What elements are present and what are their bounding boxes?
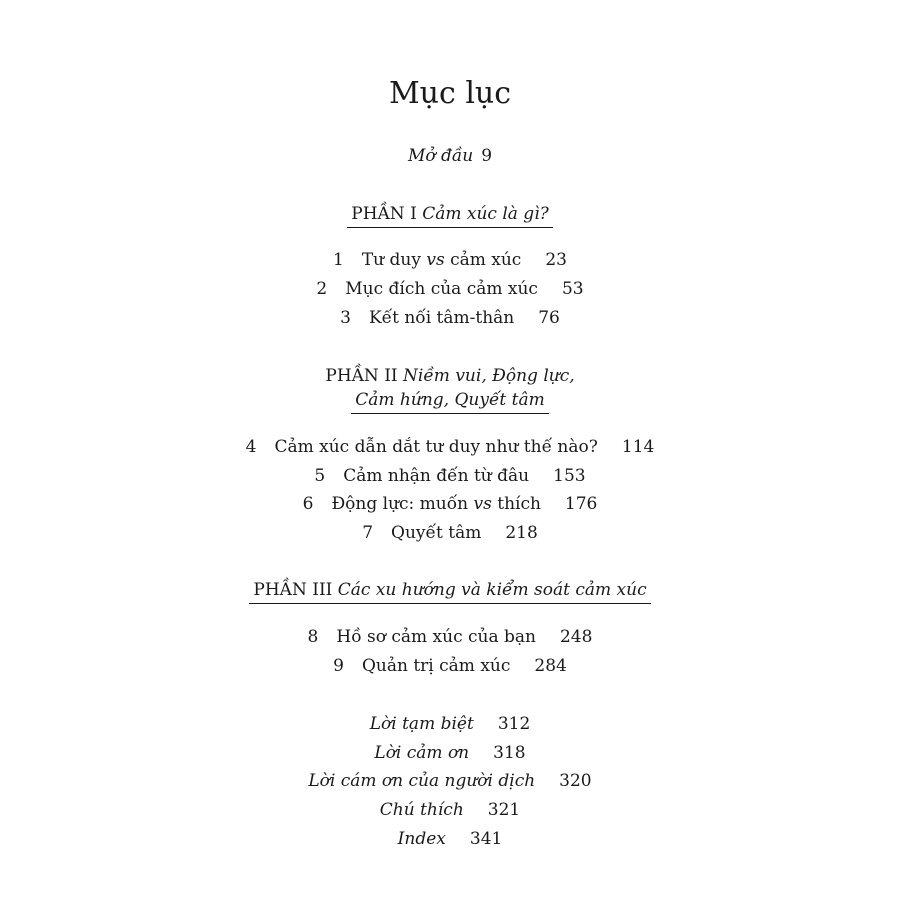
entry-label: Mở đầu	[407, 146, 474, 166]
chapter-title-start: Tư duy	[361, 250, 427, 270]
entry-page: 9	[481, 146, 493, 166]
chapter-title: Cảm nhận đến từ đâu	[343, 466, 530, 486]
toc-entry-chapter	[0, 464, 900, 488]
chapter-title-vs: vs	[473, 494, 492, 514]
chapter-title: Cảm xúc dẫn dắt tư duy như thế nào?	[274, 437, 598, 457]
toc-entry-chapter	[0, 625, 900, 649]
entry-label: Index	[397, 829, 446, 849]
entry-page: 341	[469, 829, 503, 849]
toc-entry-chapter	[0, 306, 900, 330]
chapter-title-vs: vs	[426, 250, 445, 270]
toc-entry-chapter	[0, 492, 900, 516]
chapter-title-start: Động lực: muốn	[331, 494, 474, 514]
toc-entry-back-matter	[0, 798, 900, 822]
entry-page: 312	[497, 714, 531, 734]
toc-entry-chapter	[0, 248, 900, 272]
chapter-title: Kết nối tâm-thân	[368, 308, 515, 328]
part-heading-1	[0, 202, 900, 228]
entry-page: 320	[559, 771, 592, 791]
chapter-number: 1	[333, 250, 344, 270]
chapter-number: 9	[333, 656, 344, 676]
toc-entry-back-matter	[0, 827, 900, 851]
chapter-title: Mục đích của cảm xúc	[345, 279, 538, 299]
chapter-title-end: thích	[491, 494, 541, 514]
chapter-title: Quản trị cảm xúc	[361, 656, 511, 676]
toc-entry-chapter	[0, 654, 900, 678]
chapter-title: Quyết tâm	[391, 523, 482, 543]
chapter-number: 2	[316, 279, 328, 299]
toc-entry-chapter	[0, 277, 900, 301]
chapter-number: 6	[302, 494, 314, 514]
chapter-page: 248	[559, 627, 593, 647]
part-label: PHẦN III	[253, 580, 333, 600]
entry-label: Lời cám ơn của người dịch	[308, 771, 536, 791]
toc-entry-back-matter	[0, 741, 900, 765]
chapter-page: 153	[553, 466, 586, 486]
chapter-number: 3	[340, 308, 351, 328]
chapter-page: 53	[561, 279, 584, 299]
part-heading-underline	[249, 578, 650, 604]
chapter-page: 218	[505, 523, 538, 543]
entry-label: Chú thích	[379, 800, 464, 820]
chapter-page: 76	[538, 308, 560, 328]
part-label: PHẦN II	[325, 366, 398, 386]
chapter-number: 8	[307, 627, 319, 647]
chapter-page: 176	[564, 494, 598, 514]
entry-label: Lời tạm biệt	[369, 714, 474, 734]
entry-label: Lời cảm ơn	[374, 743, 470, 763]
chapter-number: 5	[314, 466, 326, 486]
toc-entry-back-matter	[0, 769, 900, 793]
part-title-underlined: Cảm hứng, Quyết tâm	[351, 388, 548, 414]
part-title: Các xu hướng và kiểm soát cảm xúc	[337, 580, 647, 600]
chapter-page: 23	[545, 250, 567, 270]
page-title: Mục lục	[388, 76, 512, 111]
toc-entry-intro	[0, 144, 900, 168]
chapter-page: 284	[534, 656, 567, 676]
part-heading-3	[0, 578, 900, 604]
part-heading-2-line-1	[0, 364, 900, 388]
chapter-number: 7	[362, 523, 374, 543]
toc-entry-chapter	[0, 521, 900, 545]
chapter-number: 4	[245, 437, 257, 457]
entry-page: 321	[487, 800, 521, 820]
part-title: Niềm vui, Động lực,	[403, 366, 575, 386]
chapter-title-end: cảm xúc	[444, 250, 522, 270]
toc-entry-back-matter	[0, 712, 900, 736]
chapter-title: Hồ sơ cảm xúc của bạn	[336, 627, 536, 647]
entry-page: 318	[493, 743, 526, 763]
part-heading-underline	[347, 202, 553, 228]
toc-entry-chapter	[0, 435, 900, 459]
part-heading-2-line-2	[0, 388, 900, 414]
chapter-page: 114	[621, 437, 655, 457]
part-title: Cảm xúc là gì?	[422, 204, 549, 224]
part-label: PHẦN I	[351, 204, 417, 224]
